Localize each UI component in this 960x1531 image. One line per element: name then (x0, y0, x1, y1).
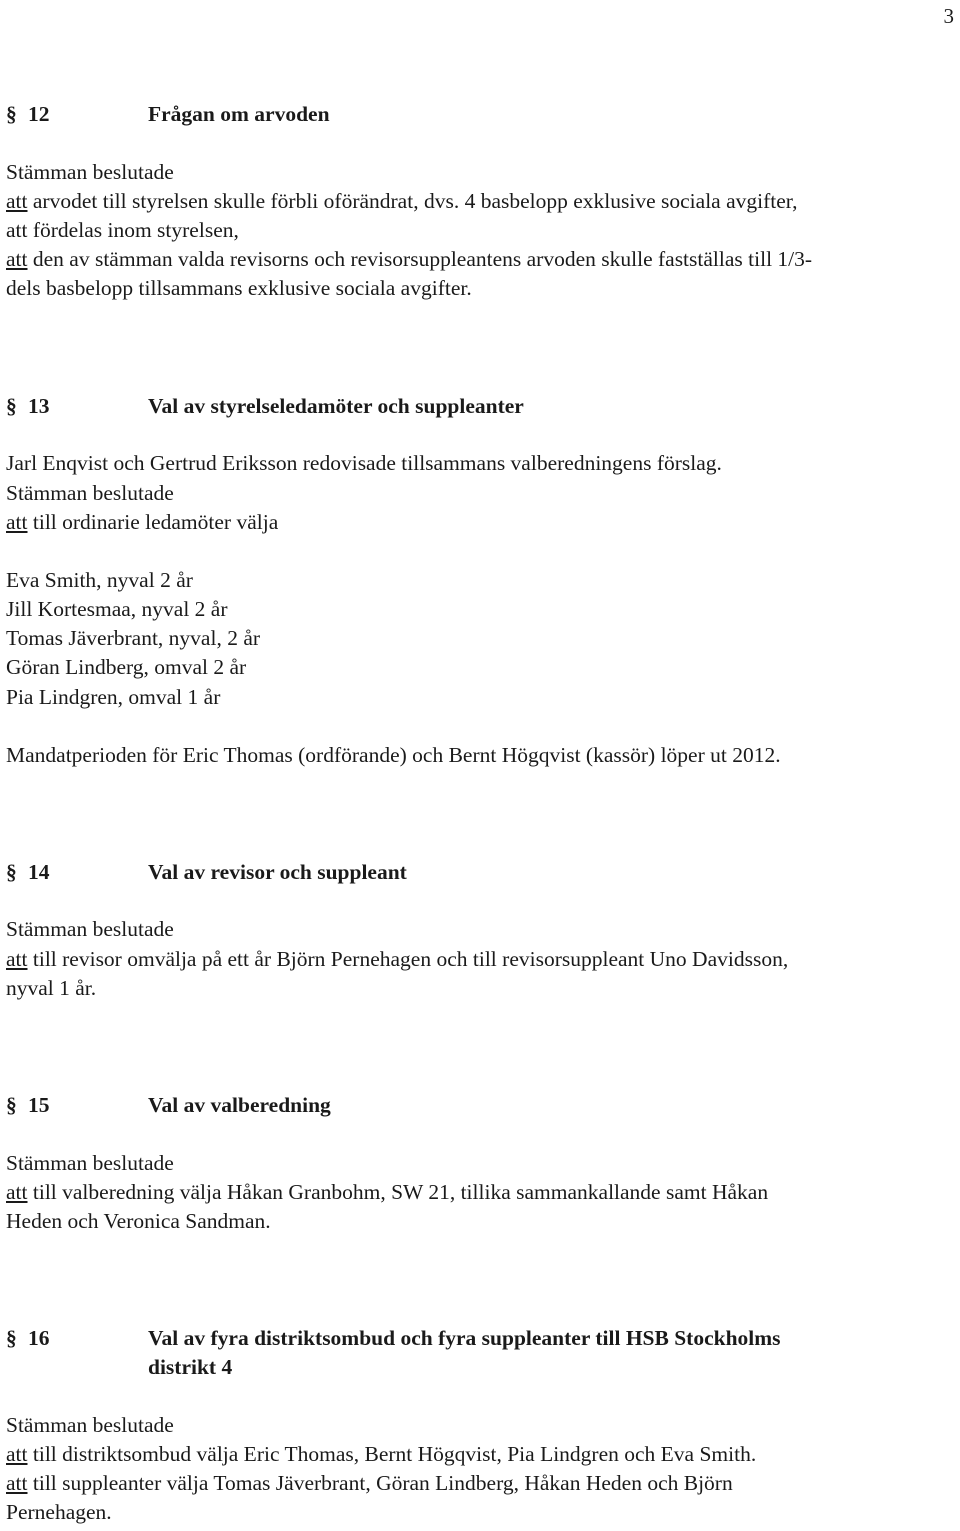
body-line: Pernehagen. (6, 1500, 112, 1524)
section-title: Val av valberedning (148, 1093, 331, 1117)
body-line: att till valberedning välja Håkan Granbohm, SW 21, tillika sammankallande samt Håkan (6, 1180, 769, 1204)
body-line: Stämman beslutade (6, 481, 174, 505)
body-line: Heden och Veronica Sandman. (6, 1209, 271, 1233)
section-13-heading (6, 394, 906, 422)
body-line: att till distriktsombud välja Eric Thomas, Bernt Högqvist, Pia Lindgren och Eva Smith. (6, 1442, 757, 1466)
body-line: Eva Smith, nyval 2 år (6, 568, 193, 592)
body-line: Jill Kortesmaa, nyval 2 år (6, 597, 228, 621)
body-line: Pia Lindgren, omval 1 år (6, 685, 221, 709)
body-line: Stämman beslutade (6, 1151, 174, 1175)
body-line: Stämman beslutade (6, 160, 174, 184)
body-line: Jarl Enqvist och Gertrud Eriksson redovisade tillsammans valberedningens förslag. (6, 451, 722, 475)
section-symbol: § (6, 860, 17, 884)
body-line: dels basbelopp tillsammans exklusive sociala avgifter. (6, 276, 472, 300)
body-line: Mandatperioden för Eric Thomas (ordförande) och Bernt Högqvist (kassör) löper ut 2012. (6, 743, 781, 767)
body-line: att till revisor omvälja på ett år Björn Pernehagen och till revisorsuppleant Uno Davidsson, (6, 947, 789, 971)
section-number: 13 (28, 394, 50, 418)
section-number: 12 (28, 102, 50, 126)
section-symbol: § (6, 1093, 17, 1117)
section-12-heading (6, 102, 906, 130)
page-number: 3 (943, 4, 954, 28)
body-line: att till suppleanter välja Tomas Jäverbrant, Göran Lindberg, Håkan Heden och Björn (6, 1471, 733, 1495)
section-title: Frågan om arvoden (148, 102, 330, 126)
section-16-heading (6, 1326, 906, 1384)
body-line: att arvodet till styrelsen skulle förbli oförändrat, dvs. 4 basbelopp exklusive sociala avgifter, (6, 189, 798, 213)
section-title: Val av revisor och suppleant (148, 860, 407, 884)
section-title: Val av styrelseledamöter och suppleanter (148, 394, 524, 418)
body-line: nyval 1 år. (6, 976, 97, 1000)
section-symbol: § (6, 1326, 17, 1350)
body-line: Stämman beslutade (6, 917, 174, 941)
section-15-heading (6, 1093, 906, 1121)
section-number: 15 (28, 1093, 50, 1117)
section-number: 16 (28, 1326, 50, 1350)
section-title: Val av fyra distriktsombud och fyra suppleanter till HSB Stockholms (148, 1326, 781, 1350)
section-title-continued: distrikt 4 (148, 1355, 233, 1379)
section-14-heading (6, 860, 906, 888)
section-number: 14 (28, 860, 50, 884)
body-line: att till ordinarie ledamöter välja (6, 510, 279, 534)
section-symbol: § (6, 102, 17, 126)
body-line: Stämman beslutade (6, 1413, 174, 1437)
body-line: att den av stämman valda revisorns och revisorsuppleantens arvoden skulle fastställas till 1/3- (6, 247, 813, 271)
body-line: att fördelas inom styrelsen, (6, 218, 239, 242)
body-line: Göran Lindberg, omval 2 år (6, 655, 247, 679)
section-symbol: § (6, 394, 17, 418)
body-line: Tomas Jäverbrant, nyval, 2 år (6, 626, 261, 650)
